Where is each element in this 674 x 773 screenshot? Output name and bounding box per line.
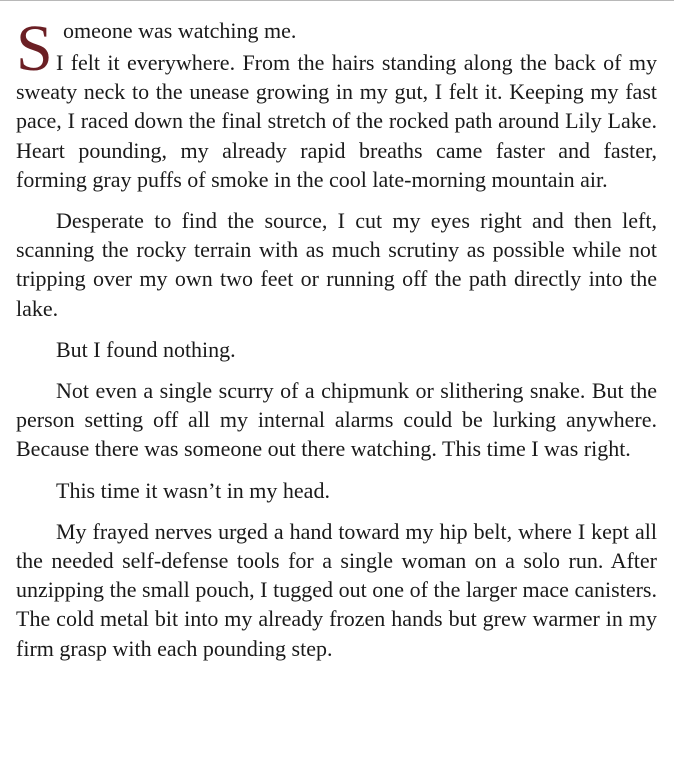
opening-paragraph [16, 14, 657, 194]
paragraph-3: But I found nothing. [56, 336, 236, 362]
opening-line: omeone was watching me. [63, 18, 297, 43]
paragraph-2: Desperate to find the source, I cut my eyes right and then left, scanning the rocky terrain with as much scrutiny as possible while not tripping over my own two feet or running off the path directly into the lake. [16, 208, 657, 321]
opening-paragraph-text: I felt it everywhere. From the hairs standing along the back of my sweaty neck to the unease growing in my gut, I felt it. Keeping my fast pace, I raced down the final stretch of the rocked path around Lily Lake. Heart pounding, my already rapid breaths came faster and faster, forming gray puffs of smoke in the cool late-morning mountain air. [16, 50, 657, 192]
paragraph-4: Not even a single scurry of a chipmunk or slithering snake. But the person setting off all my internal alarms could be lurking anywhere. Because there was someone out there watching. This time I was right. [16, 378, 657, 462]
reader-page [16, 14, 657, 663]
paragraph-5: This time it wasn’t in my head. [56, 477, 330, 503]
drop-cap: S [16, 12, 53, 85]
top-divider [0, 0, 674, 1]
paragraph-6: My frayed nerves urged a hand toward my hip belt, where I kept all the needed self-defense tools for a single woman on a solo run. After unzipping the small pouch, I tugged out one of the larger mace canisters. The cold metal bit into my already frozen hands but grew warmer in my firm grasp with each pounding step. [16, 518, 657, 661]
